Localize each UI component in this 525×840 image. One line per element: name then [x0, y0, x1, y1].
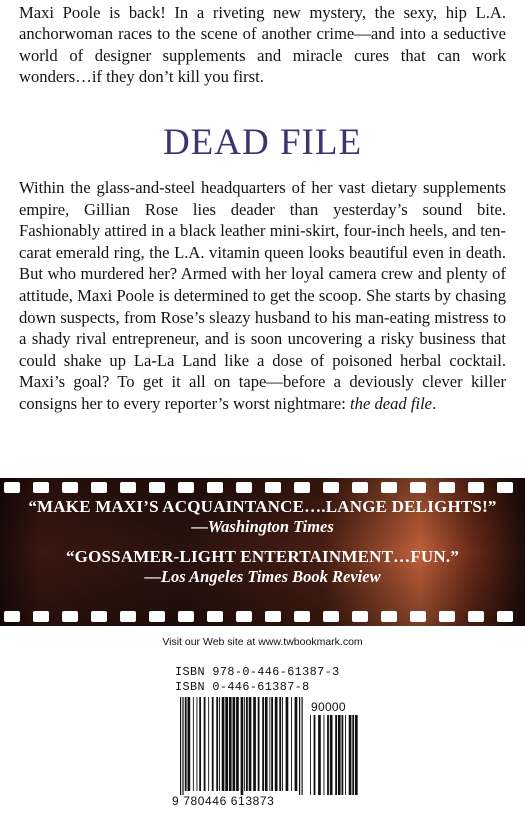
barcode-bar	[269, 697, 270, 791]
barcode-bar	[295, 697, 298, 791]
barcode-bar	[349, 715, 352, 795]
barcode-bar	[327, 715, 329, 795]
sprocket-hole	[439, 611, 455, 622]
barcode-bar	[330, 715, 333, 795]
barcode-bar	[219, 697, 220, 791]
barcode-bar	[279, 697, 281, 791]
quote-1-text: “MAKE MAXI’S ACQUAINTANCE….LANGE DELIGHTS!”	[28, 497, 497, 516]
sprocket-hole	[381, 482, 397, 493]
book-title: DEAD FILE	[162, 122, 363, 163]
isbn-barcode	[170, 663, 370, 809]
sprocket-hole	[62, 611, 78, 622]
blurb: Maxi Poole is back! In a riveting new mystery, the sexy, hip L.A. anchorwoman races to the scene of another crime—and into a seductive world of designer supplements and miracle cures that can work wonders…if they don’t kill you first.	[19, 3, 506, 86]
synopsis-text: Within the glass-and-steel headquarters of her vast dietary supplements empire, Gillian Rose lies deader than yesterday’s sound bite. Fashionably attired in a black leather mini-skirt, four-inch heels, and ten-carat emerald ring, the L.A. vitamin queen looks beautiful even in death. But who murdered her? Armed with her loyal camera crew and plenty of attitude, Maxi Poole is determined to get the scoop. She starts by chasing down suspects, from Rose’s sleazy husband to his man-eating mistress to a shady rival entrepreneur, and is soon uncovering a risky business that could shake up La-La Land like a dose of poisoned herbal cocktail. Maxi’s goal? To get it all on tape—before a deviously clever killer consigns her to every reporter’s worst nightmare:	[19, 178, 506, 413]
sprocket-hole	[4, 482, 20, 493]
sprocket-hole	[265, 611, 281, 622]
barcode-bar	[299, 697, 300, 795]
quote-1-dash: —	[191, 517, 208, 536]
website-notice: Visit our Web site at www.twbookmark.com	[162, 636, 363, 648]
sprocket-hole	[410, 611, 426, 622]
sprocket-hole	[91, 482, 107, 493]
barcode-bar	[197, 697, 198, 791]
sprocket-hole	[207, 611, 223, 622]
sprocket-hole	[120, 611, 136, 622]
barcode-bar	[236, 697, 239, 791]
sprocket-hole	[294, 611, 310, 622]
barcode-bar	[258, 697, 260, 791]
sprocket-hole	[120, 482, 136, 493]
sprocket-hole	[149, 482, 165, 493]
sprocket-hole	[323, 482, 339, 493]
sprocket-hole	[381, 611, 397, 622]
barcode-bar	[204, 697, 206, 791]
barcode-bar	[185, 697, 187, 791]
synopsis-emphasis: the dead file	[350, 393, 433, 413]
barcode-bar	[286, 697, 289, 791]
barcode-bar	[265, 697, 268, 791]
quote-2-source-name: Los Angeles Times Book Review	[160, 567, 381, 586]
barcode-bar	[246, 697, 248, 791]
barcode-bar	[318, 715, 321, 795]
barcode-bar	[241, 697, 244, 795]
barcode-bar	[208, 697, 209, 791]
barcode-bar	[212, 697, 214, 791]
barcode-bar	[335, 715, 337, 795]
barcode-bar	[352, 715, 354, 795]
quote-2-text: “GOSSAMER-LIGHT ENTERTAINMENT…FUN.”	[65, 547, 460, 566]
barcode-bar	[229, 697, 232, 791]
barcode-bar	[193, 697, 194, 791]
synopsis	[19, 177, 506, 415]
barcode-bar	[355, 715, 358, 795]
isbn-13: ISBN 978-0-446-61387-3	[175, 665, 340, 679]
barcode-bar	[249, 697, 252, 791]
sprocket-hole	[236, 611, 252, 622]
ean-digits: 9 780446 613873	[172, 794, 275, 808]
barcode-bar	[222, 697, 225, 791]
price-addon-digits: 90000	[311, 700, 346, 714]
barcode-bar	[302, 697, 303, 795]
sprocket-hole	[468, 482, 484, 493]
sprocket-hole	[294, 482, 310, 493]
barcode-bar	[262, 697, 264, 791]
quote-2-source	[0, 567, 525, 587]
quote-1-source-name: Washington Times	[207, 517, 334, 536]
barcode-bar	[310, 715, 311, 795]
barcode-bar	[244, 697, 245, 791]
barcode-bar	[199, 697, 201, 791]
sprocket-hole	[207, 482, 223, 493]
film-strip-banner	[0, 478, 525, 626]
barcode-bar	[314, 715, 316, 795]
barcode-bar	[324, 715, 325, 795]
sprocket-hole	[468, 611, 484, 622]
barcode-bar	[291, 697, 292, 791]
sprocket-hole	[323, 611, 339, 622]
barcode-bar	[282, 697, 283, 791]
sprocket-hole	[33, 611, 49, 622]
barcode-bar	[275, 697, 278, 791]
synopsis-end: .	[432, 393, 437, 413]
sprocket-hole	[33, 482, 49, 493]
barcode-bar	[180, 697, 181, 795]
sprocket-hole	[91, 611, 107, 622]
sprocket-hole	[352, 611, 368, 622]
barcode-bars	[170, 663, 370, 809]
barcode-bar	[345, 715, 346, 795]
review-quotes	[0, 497, 525, 587]
sprocket-hole	[352, 482, 368, 493]
isbn-10: ISBN 0-446-61387-8	[175, 680, 310, 694]
barcode-bar	[233, 697, 236, 791]
sprocket-hole	[178, 482, 194, 493]
barcode-bar	[271, 697, 273, 791]
barcode-bar	[342, 715, 344, 795]
barcode-bar	[188, 697, 191, 791]
barcode-bar	[216, 697, 218, 791]
sprocket-hole	[439, 482, 455, 493]
barcode-bar	[338, 715, 341, 795]
sprocket-hole	[497, 482, 513, 493]
sprocket-hole	[178, 611, 194, 622]
sprocket-hole	[236, 482, 252, 493]
sprocket-hole	[62, 482, 78, 493]
barcode-bar	[225, 697, 228, 791]
sprocket-hole	[410, 482, 426, 493]
quote-2-dash: —	[144, 567, 161, 586]
quote-1-source	[0, 517, 525, 537]
barcode-bar	[253, 697, 256, 791]
barcode-bar	[182, 697, 183, 795]
sprocket-hole	[265, 482, 281, 493]
sprocket-hole	[149, 611, 165, 622]
sprocket-hole	[497, 611, 513, 622]
sprocket-hole	[4, 611, 20, 622]
